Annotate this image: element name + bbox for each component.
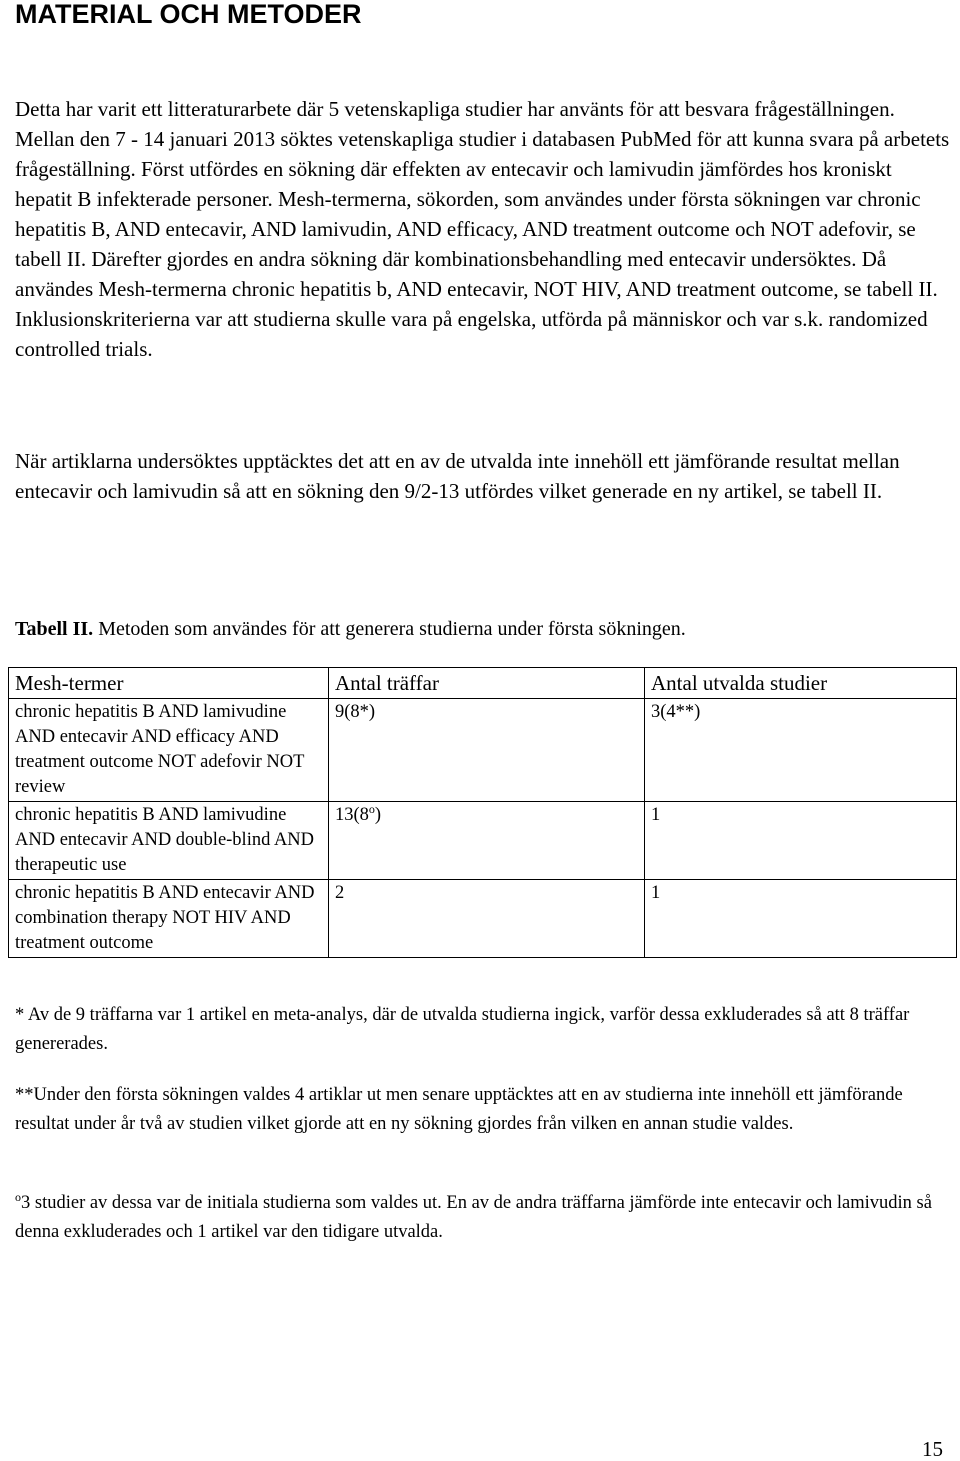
cell-mesh-terms: chronic hepatitis B AND entecavir AND combination therapy NOT HIV AND treatment outcome [9, 880, 329, 958]
hits-value: 2 [335, 883, 345, 903]
footnote-single-asterisk: * Av de 9 träffarna var 1 artikel en meta-analys, där de utvalda studierna ingick, varför dessa exkluderades så att 8 träffar genererades. [15, 1005, 910, 1054]
table-caption-label: Tabell II. [15, 618, 94, 640]
cell-selected-studies: 1 [645, 802, 957, 880]
table-caption [15, 614, 686, 644]
table-header-row [9, 668, 957, 699]
paragraph-additional-search: När artiklarna undersöktes upptäcktes det att en av de utvalda inte innehöll ett jämförande resultat mellan entecavir och lamivudin så att en sökning den 9/2-13 utfördes vilket generade en ny artikel, se tabell II. [15, 449, 900, 503]
column-header-hits: Antal träffar [329, 668, 645, 699]
column-header-mesh-terms: Mesh-termer [9, 668, 329, 699]
footnote-degree-marker: o [15, 1189, 21, 1204]
cell-hits [329, 802, 645, 880]
page-number: 15 [922, 1437, 943, 1461]
hits-value: 9(8*) [335, 702, 376, 722]
hits-superscript: o [368, 801, 375, 816]
footnote-degree [15, 1189, 950, 1247]
hits-value: 13(8 [335, 805, 369, 825]
footnote-degree-text: 3 studier av dessa var de initiala studierna som valdes ut. En av de andra träffarna jämförde inte entecavir och lamivudin så denna exkluderades och 1 artikel var den tidigare utvalda. [15, 1193, 932, 1242]
table-row [9, 880, 957, 958]
search-method-table [8, 667, 957, 958]
cell-hits [329, 699, 645, 802]
column-header-selected-studies: Antal utvalda studier [645, 668, 957, 699]
section-heading: MATERIAL OCH METODER [15, 0, 362, 29]
cell-selected-studies: 1 [645, 880, 957, 958]
cell-selected-studies: 3(4**) [645, 699, 957, 802]
hits-value-end: ) [374, 805, 382, 825]
paragraph-methods: Detta har varit ett litteraturarbete där 5 vetenskapliga studier har använts för att besvara frågeställningen. Mellan den 7 - 14 januari 2013 söktes vetenskapliga studier i databasen PubMed för att kunna svara på arbetets frågeställning. Först utfördes en sökning där effekten av entecavir och lamivudin jämfördes hos kroniskt hepatit B infekterade personer. Mesh-termerna, sökorden, som användes under första sökningen var chronic hepatitis B, AND entecavir, AND lamivudin, AND efficacy, AND treatment outcome och NOT adefovir, se tabell II. Därefter gjordes en andra sökning där kombinationsbehandling med entecavir undersöktes. Då användes Mesh-termerna chronic hepatitis b, AND entecavir, NOT HIV, AND treatment outcome, se tabell II. Inklusionskriterierna var att studierna skulle vara på engelska, utförda på människor och var s.k. randomized controlled trials. [15, 97, 950, 361]
table-row [9, 802, 957, 880]
cell-mesh-terms: chronic hepatitis B AND lamivudine AND entecavir AND efficacy AND treatment outcome NOT adefovir NOT review [9, 699, 329, 802]
cell-mesh-terms: chronic hepatitis B AND lamivudine AND entecavir AND double-blind AND therapeutic use [9, 802, 329, 880]
footnote-double-asterisk: **Under den första sökningen valdes 4 artiklar ut men senare upptäcktes att en av studierna inte innehöll ett jämförande resultat under år två av studien vilket gjorde att en ny sökning gjordes från vilken en annan studie valdes. [15, 1085, 903, 1134]
cell-hits [329, 880, 645, 958]
table-caption-text: Metoden som användes för att generera studierna under första sökningen. [93, 618, 686, 640]
table-row [9, 699, 957, 802]
